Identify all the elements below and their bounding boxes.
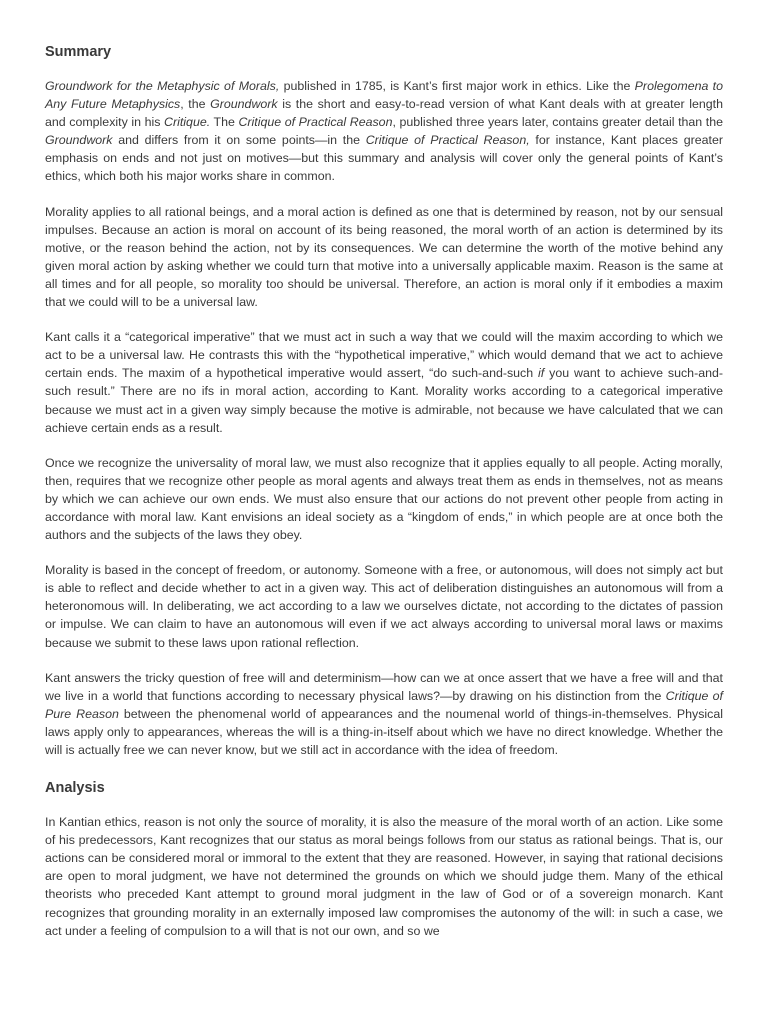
document-page — [45, 40, 723, 957]
italic-title: Groundwork — [210, 97, 278, 112]
analysis-heading: Analysis — [45, 780, 105, 797]
summary-paragraph-5: Morality is based in the concept of freedom, or autonomy. Someone with a free, or autonomous, will does not simply act but is able to reflect and decide whether to act in a given way. This act of deliberation distinguishes an autonomous will from a heteronomous will. In deliberating, we act according to a law we ourselves dictate, not according to the dictates of passion or impulse. We can claim to have an autonomous will even if we act always according to universal moral laws or maxims because we submit to these laws upon rational reflection. — [45, 563, 723, 650]
italic-title: Critique of Practical Reason, — [365, 133, 530, 148]
italic-title: Critique of Pure Reason — [45, 688, 723, 721]
summary-heading: Summary — [45, 44, 112, 60]
italic-title: Critique. — [164, 115, 211, 130]
summary-paragraph-2: Morality applies to all rational beings, and a moral action is defined as one that is determined by reason, not by our sensual impulses. Because an action is moral on account of its being reasoned, the moral worth of an action is determined by its motive, or the reason behind the action, not by its consequences. We can determine the worth of the motive behind any given moral action by asking whether we could turn that motive into a universally applicable maxim. Reason is the same at all times and for all people, so morality too should be universal. Therefore, an action is moral only if it embodies a maxim that we could will to be a universal law. — [45, 204, 723, 310]
italic-title: if — [538, 366, 545, 381]
summary-paragraph-4: Once we recognize the universality of moral law, we must also recognize that it applies equally to all people. Acting morally, then, requires that we recognize other people as moral agents and always treat them as ends in themselves, not as means by which we can achieve our own ends. We must also ensure that our actions do not prevent other people from acting in accordance with moral law. Kant envisions an ideal society as a “kingdom of ends,” in which people are at once both the authors and the subjects of the laws they obey. — [45, 455, 723, 543]
summary-paragraph-6: Kant answers the tricky question of free will and determinism—how can we at once assert that we have a free will and that we live in a world that functions according to necessary physical laws?—by drawing on his distinction from the Critique of Pure Reason between the phenomenal world of appearances and the noumenal world of things-in-themselves. Physical laws apply only to appearances, whereas the will is a thing-in-itself about which we have no direct knowledge. Whether the will is actually free we can never know, but we still act in accordance with the idea of freedom. — [45, 670, 723, 757]
italic-title: Groundwork — [45, 133, 113, 148]
italic-title: Groundwork for the Metaphysic of Morals, — [45, 79, 280, 93]
analysis-paragraph-1: In Kantian ethics, reason is not only the source of morality, it is also the measure of the moral worth of an action. Like some of his predecessors, Kant recognizes that our status as moral beings follows from our status as rational beings. That is, our actions can be considered moral or immoral to the extent that they are reasoned. However, in saying that rational decisions are open to moral judgment, we have not determined the grounds on which we should judge them. Many of the ethical theorists who preceded Kant attempt to ground moral judgment in the law of God or of a sovereign monarch. Kant recognizes that grounding morality in an externally imposed law compromises the autonomy of the will: in such a case, we act under a feeling of compulsion to a will that is not our own, and so we — [45, 815, 723, 938]
summary-paragraph-1: Groundwork for the Metaphysic of Morals, published in 1785, is Kant’s first major work in ethics. Like the Prolegomena to Any Future Metaphysics, the Groundwork is the short and easy-to-read version of what Kant deals with at greater length and complexity in his Critique. The Critique of Practical Reason, published three years later, contains greater detail than the Groundwork and differs from it on some points—in the Critique of Practical Reason, for instance, Kant places greater emphasis on ends and not just on motives—but this summary and analysis will cover only the general points of Kant’s ethics, which both his major works share in common. — [45, 79, 724, 184]
italic-title: Critique of Practical Reason — [238, 115, 393, 130]
summary-paragraph-3: Kant calls it a “categorical imperative” that we must act in such a way that we could will the maxim according to which we act to be a universal law. He contrasts this with the “hypothetical imperative,” which would demand that we act to achieve certain ends. The maxim of a hypothetical imperative would assert, “do such-and-such if you want to achieve such-and-such result.” There are no ifs in moral action, according to Kant. Morality works according to a categorical imperative because we must act in a given way simply because the motive is admirable, not because we have calculated that we can achieve certain ends as a result. — [45, 330, 723, 435]
italic-title: Prolegomena to Any Future Metaphysics — [45, 79, 724, 112]
